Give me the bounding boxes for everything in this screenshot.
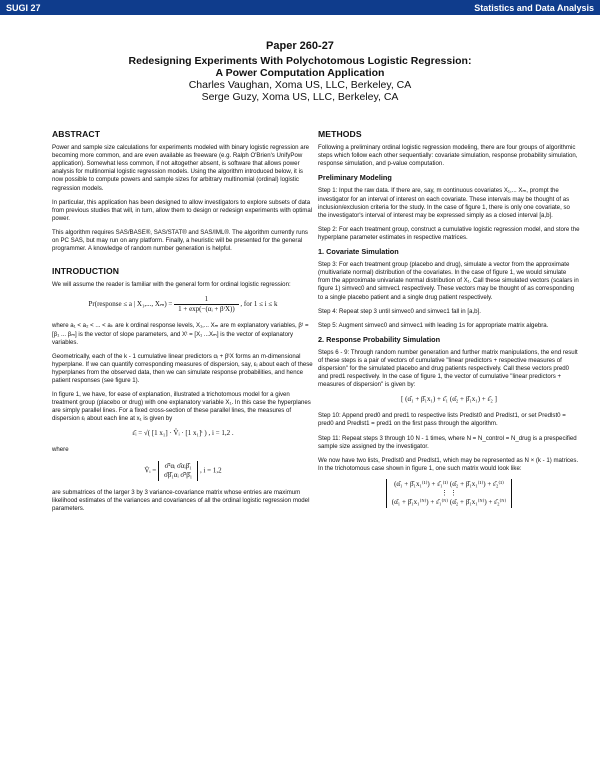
step-10: Step 10: Append pred0 and pred1 to respective lists Predlst0 and Predlst1, or set Predlst0 = pred0 and Predlst1 = pred1 on the first pass through the algorithm. [318, 412, 566, 428]
step-3: Step 3: For each treatment group (placebo and drug), simulate a vector from the approximate (multivariate normal) distribution of the covariates. In the case of figure 1, we would simulate from the approximate univariate normal distribution of X₁. Call these simulated vectors (scalars in figure 1) simvec0 and simvec1 respectively. These vectors may be thought of as corresponding to a single placebo patient and a single drug patient respectively. [318, 261, 579, 301]
eq3-row-1: σ̂²αᵢ σ̂αᵢβ̂₁ [164, 461, 192, 470]
step-2: Step 2: For each treatment group, construct a cumulative logistic regression model, and store the hyperplane parameter estimates in respective matrices. [318, 225, 580, 241]
equation-linear-predictors: [ (α̂₁ + β̂₁x₁) + ε̂₁ (α̂₂ + β̂₁x₁) + ε̂₂ ] [401, 395, 497, 404]
preliminary-modeling-heading: Preliminary Modeling [318, 173, 392, 183]
eq1-fraction [174, 295, 239, 314]
header-left: SUGI 27 [6, 2, 41, 13]
intro-paragraph-4: In figure 1, we have, for ease of explanation, illustrated a trichotomous model for a given treatment group (placebo or drug) with one explanatory variable X₁. In this case the hyperplanes are simply parallel lines. For a fixed cross-section of these parallel lines, the measures of dispersion εᵢ about each line at x₁ is given by [52, 391, 311, 423]
eq1-denominator: 1 + exp(−(αᵢ + βᵗX)) [178, 305, 235, 314]
abstract-paragraph-3: This algorithm requires SAS/BASE®, SAS/STAT® and SAS/IML®. The algorithm currently runs on PC SAS, but may run on any platform. Finally, a heuristic will be presented for the general programmer. A knowledge of random number generation is helpful. [52, 228, 308, 253]
eq3-lhs: V̂ᵢ = [144, 466, 157, 475]
eq5-matrix [386, 479, 512, 508]
equation-covariance-matrix [52, 461, 314, 481]
paper-title-line2: A Power Computation Application [215, 67, 385, 79]
paper-number: Paper 260-27 [266, 40, 334, 52]
equation-logistic [52, 295, 314, 314]
header-bar [0, 0, 600, 15]
step-11-continued: We now have two lists, Predlst0 and Predlst1, which may be represented as N × (k - 1) matrices. In the trichotomous case shown in figure 1, one such matrix would look like: [318, 456, 579, 472]
eq5-row-2: ⋮ ⋮ [441, 488, 457, 497]
methods-paragraph-1: Following a preliminary ordinal logistic regression modeling, there are four groups of algorithmic steps which follow each other sequentially: covariate simulation, response probability simulation, response simulation, and p-value computation. [318, 144, 578, 168]
paper-title-line1: Redesigning Experiments With Polychotomous Logistic Regression: [128, 55, 472, 67]
abstract-paragraph-1: Power and sample size calculations for experiments modeled with binary logistic regression are becoming more common, and are even available as freeware (e.g. Ralph O'Brien's UnifyPow application). Somewhat less common, if not altogether absent, is software that allows power analysis for multinomial logistic regression models. Using the algorithm introduced below, it is now possible to compute powers and sample sizes for arbitrary multinomial (ordinal) logistic regression models. [52, 144, 310, 192]
left-column [52, 130, 314, 519]
eq3-row-2: σ̂β̂₁αᵢ σ̂²β̂₁ [164, 470, 193, 479]
equation-prediction-matrix [318, 479, 580, 508]
eq1-numerator: 1 [174, 295, 239, 305]
covariate-simulation-heading: 1. Covariate Simulation [318, 247, 399, 257]
eq1-lhs: Pr(response ≤ a | X₁,..., Xₘ) = [88, 300, 173, 309]
intro-paragraph-5: are submatrices of the larger 3 by 3 variance-covariance matrix whose entries are maximum likelihood estimates of the variances and covariances of all the ordinal logistic regression model parameters. [52, 488, 310, 512]
eq1-rhs: , for 1 ≤ i ≤ k [240, 300, 278, 309]
right-column [318, 130, 580, 516]
equation-dispersion: ε̂ᵢ = √( [1 x₁] · V̂ᵢ · [1 x₁]ᵗ ) , i = 1,2 . [132, 429, 234, 438]
eq5-row-3: (α̂₁ + β̂₁x₁⁽ᴺ⁾) + ε̂₁⁽ᴺ⁾ (α̂₂ + β̂₁x₁⁽ᴺ⁾) + ε̂₂⁽ᴺ⁾ [391, 497, 507, 506]
steps-6-9: Steps 6 - 9: Through random number generation and further matrix manipulations, the end result of these steps is a pair of vectors of cumulative "linear predictors + respective measures of dispersion" for the simulated placebo and drug patients respectively. Call these vectors pred0 and pred1 respectively. In the case of figure 1, the vector of cumulative "linear predictors + measures of dispersion" is given by: [318, 348, 578, 389]
where-label: where [52, 446, 69, 454]
response-probability-heading: 2. Response Probability Simulation [318, 334, 441, 344]
author-2: Serge Guzy, Xoma US, LLC, Berkeley, CA [201, 91, 399, 103]
introduction-heading: INTRODUCTION [52, 266, 120, 277]
abstract-paragraph-2: In particular, this application has been designed to allow investigators to explore subsets of data from previous studies that will, in turn, allow them to design or redesign experiments with optimal power. [52, 198, 313, 222]
eq5-row-1: (α̂₁ + β̂₁x₁⁽¹⁾) + ε̂₁⁽¹⁾ (α̂₂ + β̂₁x₁⁽¹⁾) + ε̂₂⁽¹⁾ [394, 479, 504, 488]
methods-heading: METHODS [318, 129, 362, 139]
eq3-rhs: , i = 1,2 [199, 466, 222, 475]
intro-paragraph-2: where a₁ < a₂ < ... < aₖ are k ordinal response levels, X₁,... Xₘ are m explanatory variables, βᵗ = [β₁ ... βₘ] is the vector of slope parameters, and Xᵗ = [X₁ ...Xₘ] is the vector of explanatory variables. [52, 322, 309, 346]
author-1: Charles Vaughan, Xoma US, LLC, Berkeley, CA [188, 79, 412, 91]
abstract-heading: ABSTRACT [52, 129, 101, 139]
step-11: Step 11: Repeat steps 3 through 10 N - 1 times, where N = N_control = N_drug is a prespecified sample size assigned by the investigator. [318, 434, 577, 450]
header-right: Statistics and Data Analysis [474, 2, 594, 13]
title-block [0, 40, 600, 103]
intro-paragraph-1: We will assume the reader is familiar with the general form for ordinal logistic regression: [52, 281, 291, 289]
step-1: Step 1: Input the raw data. If there are, say, m continuous covariates X₁,... Xₘ, prompt the investigator for an interval of interest on each covariate. These intervals may be thought of as inclusion/exclusion criteria for the study. In the case of figure 1, there is only one covariate, so the investigator's interval of interest may be expressed simply as a closed interval [a,b]. [318, 187, 570, 219]
step-4: Step 4: Repeat step 3 until simvec0 and simvec1 fall in [a,b]. [318, 307, 481, 315]
step-5: Step 5: Augment simvec0 and simvec1 with leading 1s for appropriate matrix algebra. [318, 321, 549, 329]
eq3-matrix [158, 461, 198, 481]
intro-paragraph-3: Geometrically, each of the k - 1 cumulative linear predictors αᵢ + βᵗX forms an m-dimensional hyperplane. If we can quantify corresponding measures of dispersion, say, εᵢ about each of these hyperplanes from the observed data, then we can simulate response probabilities, and hence patient responses (see figure 1). [52, 352, 313, 384]
